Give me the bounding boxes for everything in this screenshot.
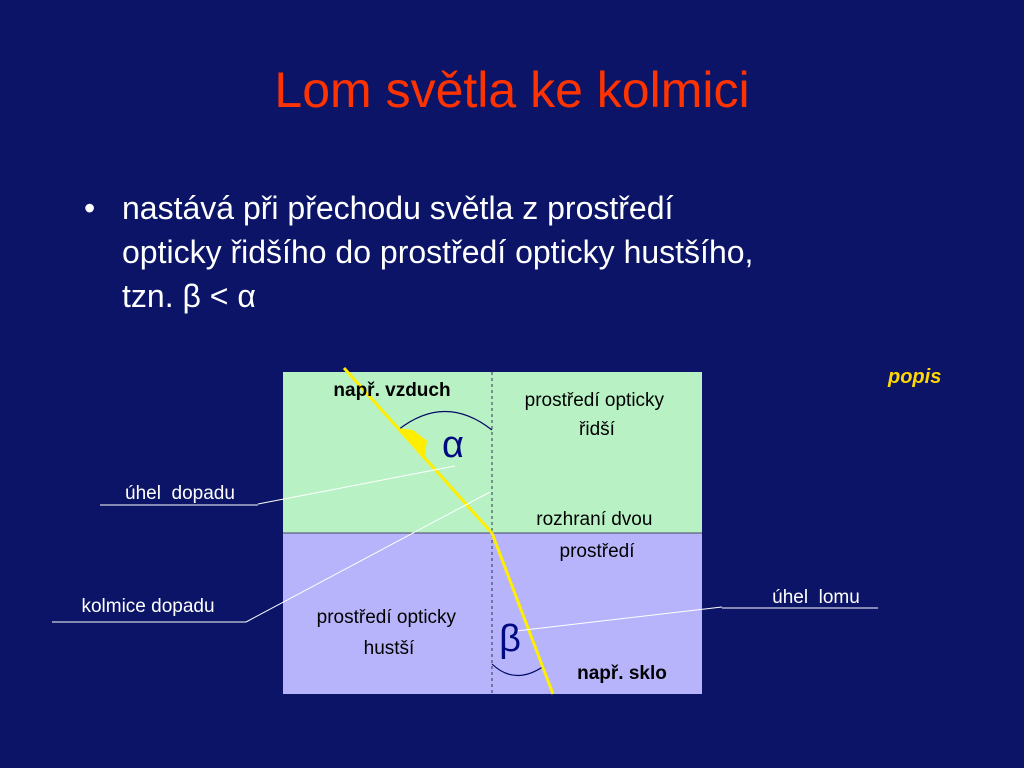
bullet-line-3: tzn. β < α <box>122 278 256 314</box>
slide-title: Lom světla ke kolmici <box>274 62 750 118</box>
beta-symbol: β <box>499 618 521 660</box>
bullet-dot-icon: • <box>84 190 96 226</box>
air-example-label: např. vzduch <box>333 380 451 401</box>
glass-example-label: např. sklo <box>577 663 667 684</box>
popis-link[interactable]: popis <box>888 366 942 388</box>
bullet-line-2: opticky řidšího do prostředí opticky hustšího, <box>122 234 754 270</box>
angle-of-refraction-label: úhel lomu <box>772 587 860 608</box>
interface-line-2: prostředí <box>559 541 635 562</box>
denser-medium-line-1: prostředí opticky <box>316 607 457 628</box>
bullet-line-1: nastává při přechodu světla z prostředí <box>122 190 674 226</box>
interface-line-1: rozhraní dvou <box>536 509 653 530</box>
denser-medium-line-2: hustší <box>363 638 415 659</box>
angle-of-incidence-label: úhel dopadu <box>125 483 235 504</box>
normal-label: kolmice dopadu <box>81 596 215 617</box>
rarer-medium-line-1: prostředí opticky <box>524 390 665 411</box>
rarer-medium-line-2: řidší <box>579 419 615 440</box>
alpha-symbol: α <box>442 424 464 466</box>
